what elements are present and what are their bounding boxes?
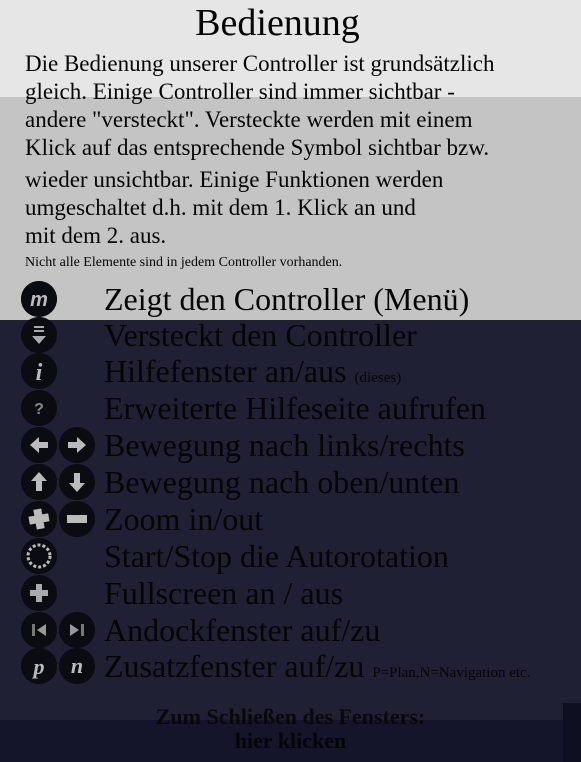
plan-p-icon xyxy=(21,648,57,684)
legend-row-pan-vertical xyxy=(0,464,581,500)
arrow-down-icon xyxy=(59,464,95,500)
legend-label: Andockfenster auf/zu xyxy=(104,612,381,648)
legend-row-menu xyxy=(0,281,581,317)
help-question-icon xyxy=(21,390,57,426)
legend-label xyxy=(104,648,530,691)
svg-text:n: n xyxy=(70,653,84,678)
legend-row-zoom xyxy=(0,501,581,537)
intro-line: gleich. Einige Controller sind immer sichtbar - xyxy=(25,79,455,104)
legend-label: Zeigt den Controller (Menü) xyxy=(104,281,470,317)
menu-m-icon xyxy=(21,281,57,317)
hide-arrow-down-icon xyxy=(21,317,57,353)
legend-row-dock xyxy=(0,612,581,648)
legend-label: Start/Stop die Autorotation xyxy=(104,538,449,574)
legend-label-text: Zusatzfenster auf/zu xyxy=(104,648,365,684)
availability-note: Nicht alle Elemente sind in jedem Controller vorhanden. xyxy=(25,255,343,270)
legend-row-hide xyxy=(0,317,581,353)
autorotate-icon xyxy=(21,538,57,574)
click-here-link[interactable]: hier klicken xyxy=(234,728,347,753)
legend-label-text: Hilfefenster an/aus xyxy=(104,353,347,389)
svg-text:i: i xyxy=(35,360,43,386)
legend-label: Bewegung nach oben/unten xyxy=(104,464,460,500)
intro-line: mit dem 2. aus. xyxy=(25,223,167,248)
help-title: Bedienung xyxy=(195,2,360,44)
arrow-up-icon xyxy=(21,464,57,500)
legend-row-help xyxy=(0,390,581,426)
legend-label: Zoom in/out xyxy=(104,501,264,537)
intro-line: wieder unsichtbar. Einige Funktionen werden xyxy=(25,167,444,192)
dock-left-icon xyxy=(21,612,57,648)
svg-text:m: m xyxy=(30,289,48,311)
legend-row-extra-windows xyxy=(0,648,581,684)
legend-label: Fullscreen an / aus xyxy=(104,575,344,611)
close-window-link[interactable] xyxy=(0,705,581,753)
intro-line: Die Bedienung unserer Controller ist grundsätzlich xyxy=(25,51,495,76)
legend-label-extra: P=Plan,N=Navigation etc. xyxy=(372,665,531,681)
legend-row-fullscreen xyxy=(0,575,581,611)
info-i-icon xyxy=(21,353,57,389)
zoom-out-minus-icon xyxy=(59,501,95,537)
fullscreen-plus-icon xyxy=(21,575,57,611)
arrow-left-icon xyxy=(21,427,57,463)
navigation-n-icon xyxy=(59,648,95,684)
legend-label: Erweiterte Hilfeseite aufrufen xyxy=(104,390,487,426)
legend-row-info xyxy=(0,353,581,389)
legend-label: Bewegung nach links/rechts xyxy=(104,427,465,463)
zoom-in-plus-icon xyxy=(21,501,57,537)
legend-label-extra: (dieses) xyxy=(354,370,402,386)
dock-right-icon xyxy=(59,612,95,648)
close-instruction: Zum Schließen des Fensters: xyxy=(155,704,426,729)
intro-line: umgeschaltet d.h. mit dem 1. Klick an und xyxy=(25,195,416,220)
intro-line: Klick auf das entsprechende Symbol sichtbar bzw. xyxy=(25,135,490,160)
svg-text:p: p xyxy=(33,654,45,679)
legend-row-autorotate xyxy=(0,538,581,574)
legend-row-pan-horizontal xyxy=(0,427,581,463)
svg-text:?: ? xyxy=(34,401,44,418)
legend-label: Versteckt den Controller xyxy=(104,317,417,353)
arrow-right-icon xyxy=(59,427,95,463)
intro-line: andere "versteckt". Versteckte werden mit einem xyxy=(25,107,473,132)
intro-text xyxy=(25,50,565,250)
